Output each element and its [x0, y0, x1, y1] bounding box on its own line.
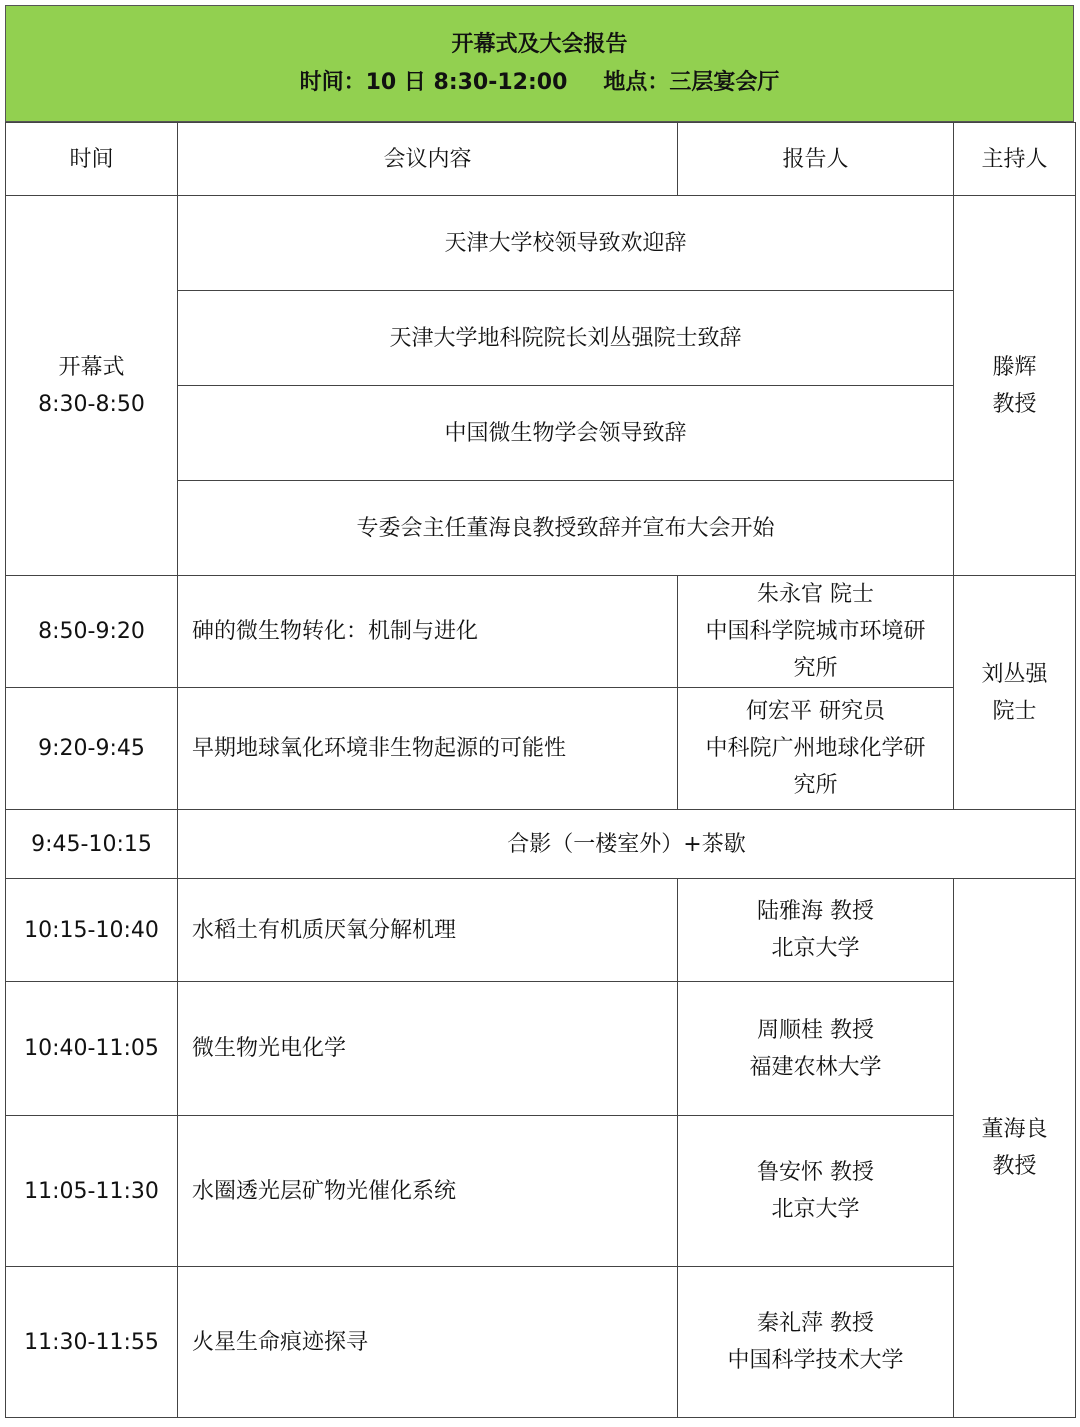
speaker-name: 秦礼萍 教授: [757, 1311, 874, 1336]
talk-topic: 砷的微生物转化：机制与进化: [178, 576, 678, 688]
opening-time-cell: [6, 196, 178, 576]
session1-host-cell: [954, 576, 1076, 810]
speaker-name: 朱永官 院士: [757, 582, 874, 607]
opening-host-name: 滕辉: [992, 354, 1037, 380]
speaker-affiliation: 中国科学技术大学: [727, 1348, 904, 1373]
schedule-table: [5, 122, 1076, 1418]
speaker-affiliation: 中科院广州地球化学研: [705, 736, 926, 761]
talk-time: 10:15-10:40: [6, 879, 178, 982]
column-header-time: 时间: [6, 123, 178, 196]
speaker-affiliation: 北京大学: [771, 1197, 860, 1222]
table-row: [6, 688, 1076, 810]
speaker-affiliation: 福建农林大学: [749, 1054, 882, 1080]
table-row: [6, 576, 1076, 688]
table-row: [6, 1267, 1076, 1418]
opening-time-range: 8:30-8:50: [38, 391, 145, 417]
opening-item: 天津大学地科院院长刘丛强院士致辞: [178, 291, 954, 386]
table-row: [6, 1116, 1076, 1267]
speaker-affiliation: 中国科学院城市环境研: [705, 619, 926, 644]
talk-speaker-cell: [678, 1116, 954, 1267]
session1-host-title: 院士: [992, 698, 1037, 724]
session1-host-name: 刘丛强: [981, 661, 1048, 687]
talk-speaker-cell: [678, 982, 954, 1116]
table-row: [6, 810, 1076, 879]
session2-host-name: 董海良: [981, 1117, 1048, 1142]
talk-topic: 火星生命痕迹探寻: [178, 1267, 678, 1418]
session2-host-cell: [954, 879, 1076, 1418]
talk-topic: 水稻土有机质厌氧分解机理: [178, 879, 678, 982]
talk-time: 8:50-9:20: [6, 576, 178, 688]
speaker-affiliation: 北京大学: [771, 936, 860, 961]
session-title: 开幕式及大会报告: [451, 31, 628, 57]
opening-item: 中国微生物学会领导致辞: [178, 386, 954, 481]
talk-time: 9:20-9:45: [6, 688, 178, 810]
column-header-speaker: 报告人: [678, 123, 954, 196]
session-header: [5, 5, 1074, 122]
table-row: [6, 196, 1076, 291]
column-header-host: 主持人: [954, 123, 1076, 196]
session-subtitle: [300, 64, 780, 102]
opening-name: 开幕式: [58, 354, 125, 380]
opening-host-cell: [954, 196, 1076, 576]
talk-speaker-cell: [678, 1267, 954, 1418]
opening-item: 天津大学校领导致欢迎辞: [178, 196, 954, 291]
talk-speaker-cell: [678, 576, 954, 688]
speaker-name: 陆雅海 教授: [757, 899, 874, 924]
opening-item: 专委会主任董海良教授致辞并宣布大会开始: [178, 481, 954, 576]
table-row: [6, 982, 1076, 1116]
speaker-name: 何宏平 研究员: [746, 699, 885, 724]
speaker-name: 周顺桂 教授: [757, 1017, 874, 1043]
table-row: [6, 879, 1076, 982]
column-header-content: 会议内容: [178, 123, 678, 196]
talk-topic: 水圈透光层矿物光催化系统: [178, 1116, 678, 1267]
talk-time: 11:30-11:55: [6, 1267, 178, 1418]
break-time: 9:45-10:15: [6, 810, 178, 879]
speaker-name: 鲁安怀 教授: [757, 1160, 874, 1185]
opening-host-title: 教授: [992, 391, 1037, 417]
talk-topic: 微生物光电化学: [178, 982, 678, 1116]
talk-time: 10:40-11:05: [6, 982, 178, 1116]
break-content: 合影（一楼室外）+茶歇: [178, 810, 1076, 879]
table-header-row: [6, 123, 1076, 196]
talk-time: 11:05-11:30: [6, 1116, 178, 1267]
talk-speaker-cell: [678, 879, 954, 982]
session-time: 时间：10 日 8:30-12:00: [299, 69, 568, 95]
session-place: 地点：三层宴会厅: [603, 69, 780, 95]
talk-topic: 早期地球氧化环境非生物起源的可能性: [178, 688, 678, 810]
talk-speaker-cell: [678, 688, 954, 810]
speaker-affiliation-cont: 究所: [793, 773, 838, 798]
session2-host-title: 教授: [992, 1154, 1037, 1179]
speaker-affiliation-cont: 究所: [793, 656, 838, 681]
